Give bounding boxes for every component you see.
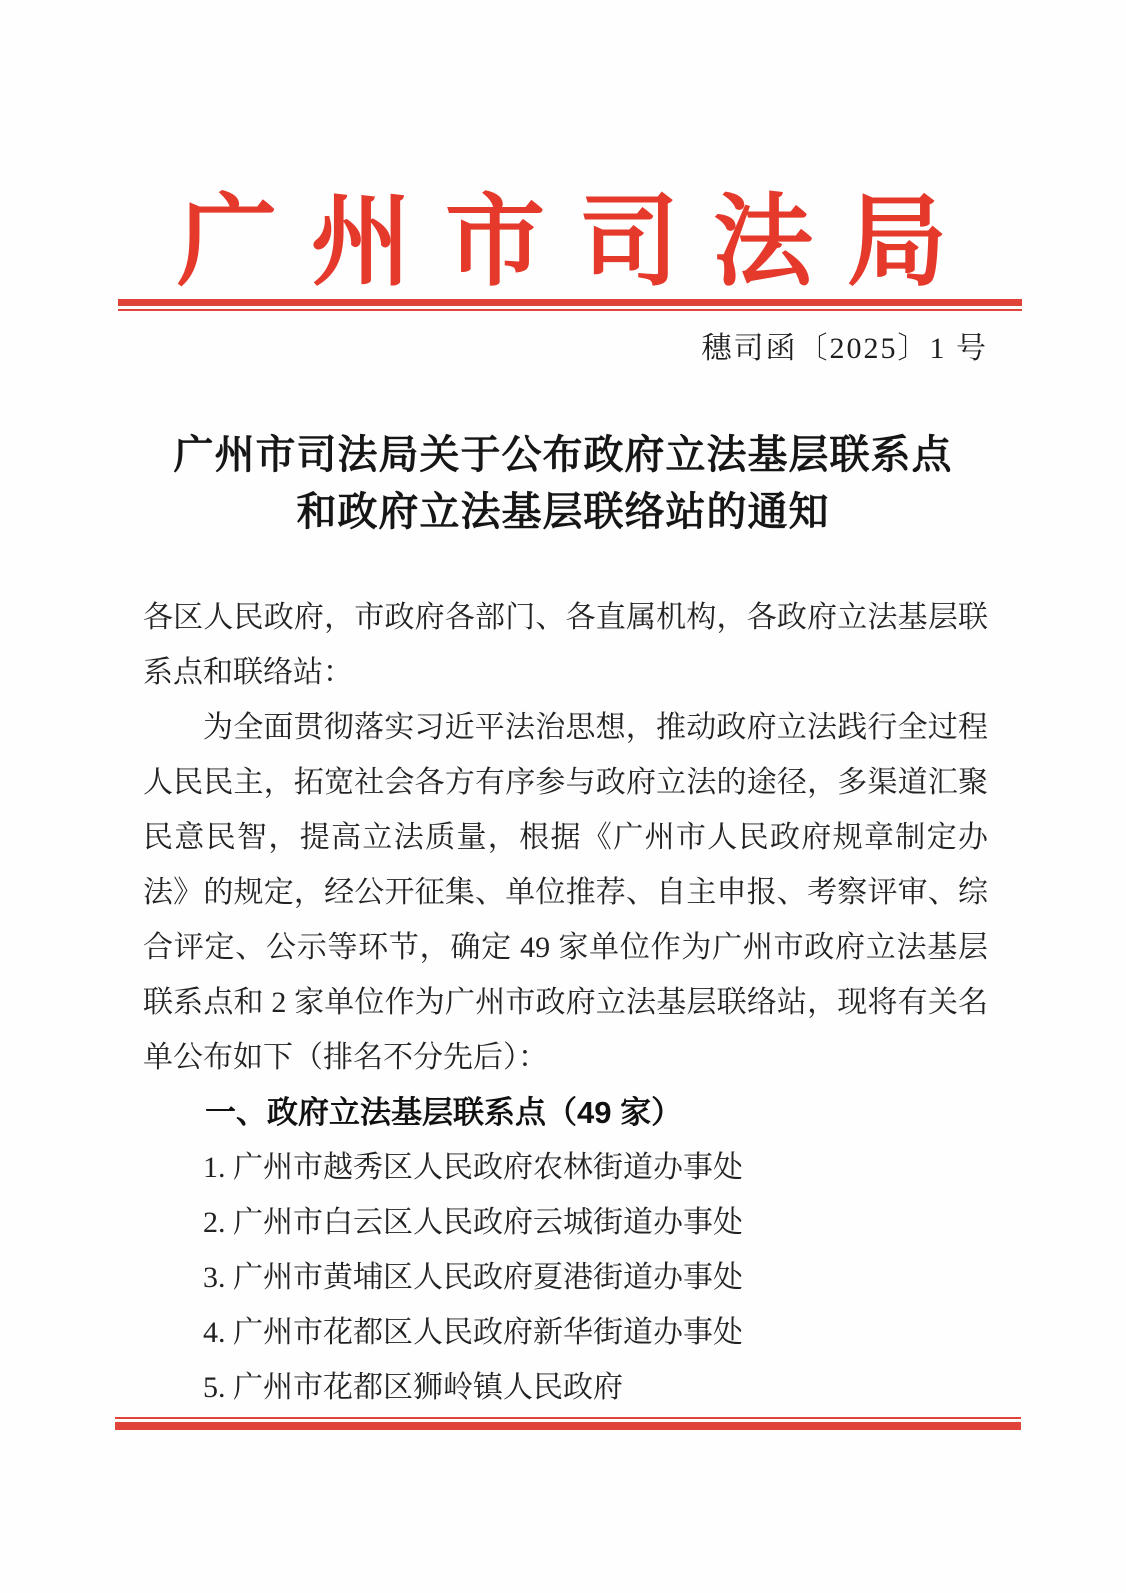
document-title-line2: 和政府立法基层联络站的通知	[296, 489, 830, 534]
document-title-line1: 广州市司法局关于公布政府立法基层联系点	[173, 432, 953, 477]
letterhead-rule	[118, 299, 1022, 311]
agency-name	[177, 187, 947, 298]
agency-name-char: 局	[847, 187, 947, 298]
letterhead-rule-thin-line	[118, 309, 1022, 311]
list-item: 3. 广州市黄埔区人民政府夏港街道办事处	[203, 1261, 743, 1294]
list-item: 5. 广州市花都区狮岭镇人民政府	[203, 1371, 623, 1404]
section-heading: 一、政府立法基层联系点（49 家）	[205, 1095, 683, 1130]
document-body	[143, 590, 988, 1415]
footer-rule	[115, 1417, 1021, 1430]
list-item: 4. 广州市花都区人民政府新华街道办事处	[203, 1316, 743, 1349]
agency-name-char: 广	[177, 187, 277, 298]
footer-rule-thick-line	[115, 1422, 1021, 1430]
letterhead-rule-thick-line	[118, 299, 1022, 306]
list-item: 2. 广州市白云区人民政府云城街道办事处	[203, 1206, 743, 1239]
document-number: 穗司函〔2025〕1 号	[701, 332, 988, 365]
salutation: 各区人民政府，市政府各部门、各直属机构，各政府立法基层联系点和联络站：	[143, 601, 988, 689]
agency-name-char: 市	[445, 187, 545, 298]
list-item: 1. 广州市越秀区人民政府农林街道办事处	[203, 1151, 743, 1184]
footer-rule-thin-line	[115, 1417, 1021, 1419]
document-title	[0, 426, 1126, 540]
agency-name-char: 法	[713, 187, 813, 298]
main-paragraph: 为全面贯彻落实习近平法治思想，推动政府立法践行全过程人民民主，拓宽社会各方有序参与政府立法的途径，多渠道汇聚民意民智，提高立法质量，根据《广州市人民政府规章制定办法》的规定，经公开征集、单位推荐、自主申报、考察评审、综合评定、公示等环节，确定 49 家单位作为广州市政府立法基层联系点和 2 家单位作为广州市政府立法基层联络站，现将有关名单公布如下（排名不分先后）：	[143, 711, 988, 1074]
agency-name-char: 司	[579, 187, 679, 298]
agency-name-char: 州	[311, 187, 411, 298]
